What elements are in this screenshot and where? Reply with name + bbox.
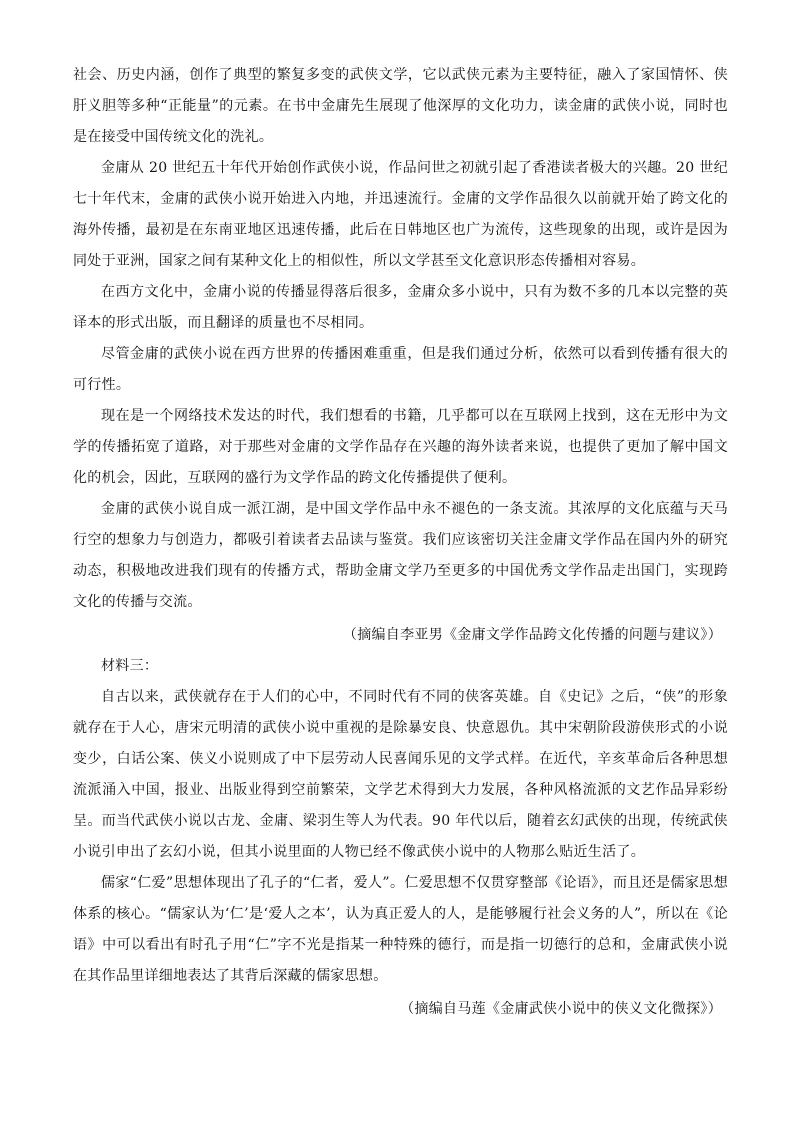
source-citation-2: （摘编自马莲《金庸武侠小说中的侠义文化微探》） — [400, 1001, 722, 1017]
paragraph-2: 金庸从 20 世纪五十年代开始创作武侠小说，作品问世之初就引起了香港读者极大的兴趣。20 世纪七十年代末，金庸的武侠小说开始进入内地，并迅速流行。金庸的文学作品很久以前就开始了跨文化的海外传播，最初是在东南亚地区迅速传播，此后在日韩地区也广为流传，这些现象的出现，或许是因为同处于亚洲，国家之间有某种文化上的相似性，所以文学甚至文化意识形态传播相对容易。 — [73, 160, 728, 269]
paragraph-4: 尽管金庸的武侠小说在西方世界的传播困难重重，但是我们通过分析，依然可以看到传播有很大的可行性。 — [73, 346, 728, 393]
document-body — [73, 60, 728, 1025]
material3-paragraph-2: 儒家“仁爱”思想体现出了孔子的“仁者，爱人”。仁爱思想不仅贯穿整部《论语》，而且还是儒家思想体系的核心。“儒家认为‘仁’是‘爱人之本’，认为真正爱人的人，是能够履行社会义务的人”，所以在《论语》中可以看出有时孔子用“仁”字不光是指某一种特殊的德行，而是指一切德行的总和，金庸武侠小说在其作品里详细地表达了其背后深藏的儒家思想。 — [73, 875, 728, 984]
material3-paragraph-1: 自古以来，武侠就存在于人们的心中，不同时代有不同的侠客英雄。自《史记》之后，“侠”的形象就存在于人心，唐宋元明清的武侠小说中重视的是除暴安良、快意恩仇。其中宋朝阶段游侠形式的小说变少，白话公案、侠义小说则成了中下层劳动人民喜闻乐见的文学式样。在近代，辛亥革命后各种思想流派涌入中国，报业、出版业得到空前繁荣，文学艺术得到大力发展，各种风格流派的文艺作品异彩纷呈。而当代武侠小说以古龙、金庸、梁羽生等人为代表。90 年代以后，随着玄幻武侠的出现，传统武侠小说引申出了玄幻小说，但其小说里面的人物已经不像武侠小说中的人物那么贴近生活了。 — [73, 689, 728, 860]
paragraph-1: 社会、历史内涵，创作了典型的繁复多变的武侠文学，它以武侠元素为主要特征，融入了家国情怀、侠肝义胆等多种“正能量”的元素。在书中金庸先生展现了他深厚的文化功力，读金庸的武侠小说，同时也是在接受中国传统文化的洗礼。 — [73, 67, 728, 145]
material-heading: 材料三： — [101, 658, 159, 674]
paragraph-3: 在西方文化中，金庸小说的传播显得落后很多，金庸众多小说中，只有为数不多的几本以完整的英译本的形式出版，而且翻译的质量也不尽相同。 — [73, 284, 728, 331]
paragraph-6: 金庸的武侠小说自成一派江湖，是中国文学作品中永不褪色的一条支流。其浓厚的文化底蕴与天马行空的想象力与创造力，都吸引着读者去品读与鉴赏。我们应该密切关注金庸文学作品在国内外的研究动态，积极地改进我们现有的传播方式，帮助金庸文学乃至更多的中国优秀文学作品走出国门，实现跨文化的传播与交流。 — [73, 501, 728, 610]
paragraph-5: 现在是一个网络技术发达的时代，我们想看的书籍，几乎都可以在互联网上找到，这在无形中为文学的传播拓宽了道路，对于那些对金庸的文学作品存在兴趣的海外读者来说，也提供了更加了解中国文化的机会，因此，互联网的盛行为文学作品的跨文化传播提供了便利。 — [73, 408, 728, 486]
source-citation-1: （摘编自李亚男《金庸文学作品跨文化传播的问题与建议》） — [342, 627, 722, 643]
